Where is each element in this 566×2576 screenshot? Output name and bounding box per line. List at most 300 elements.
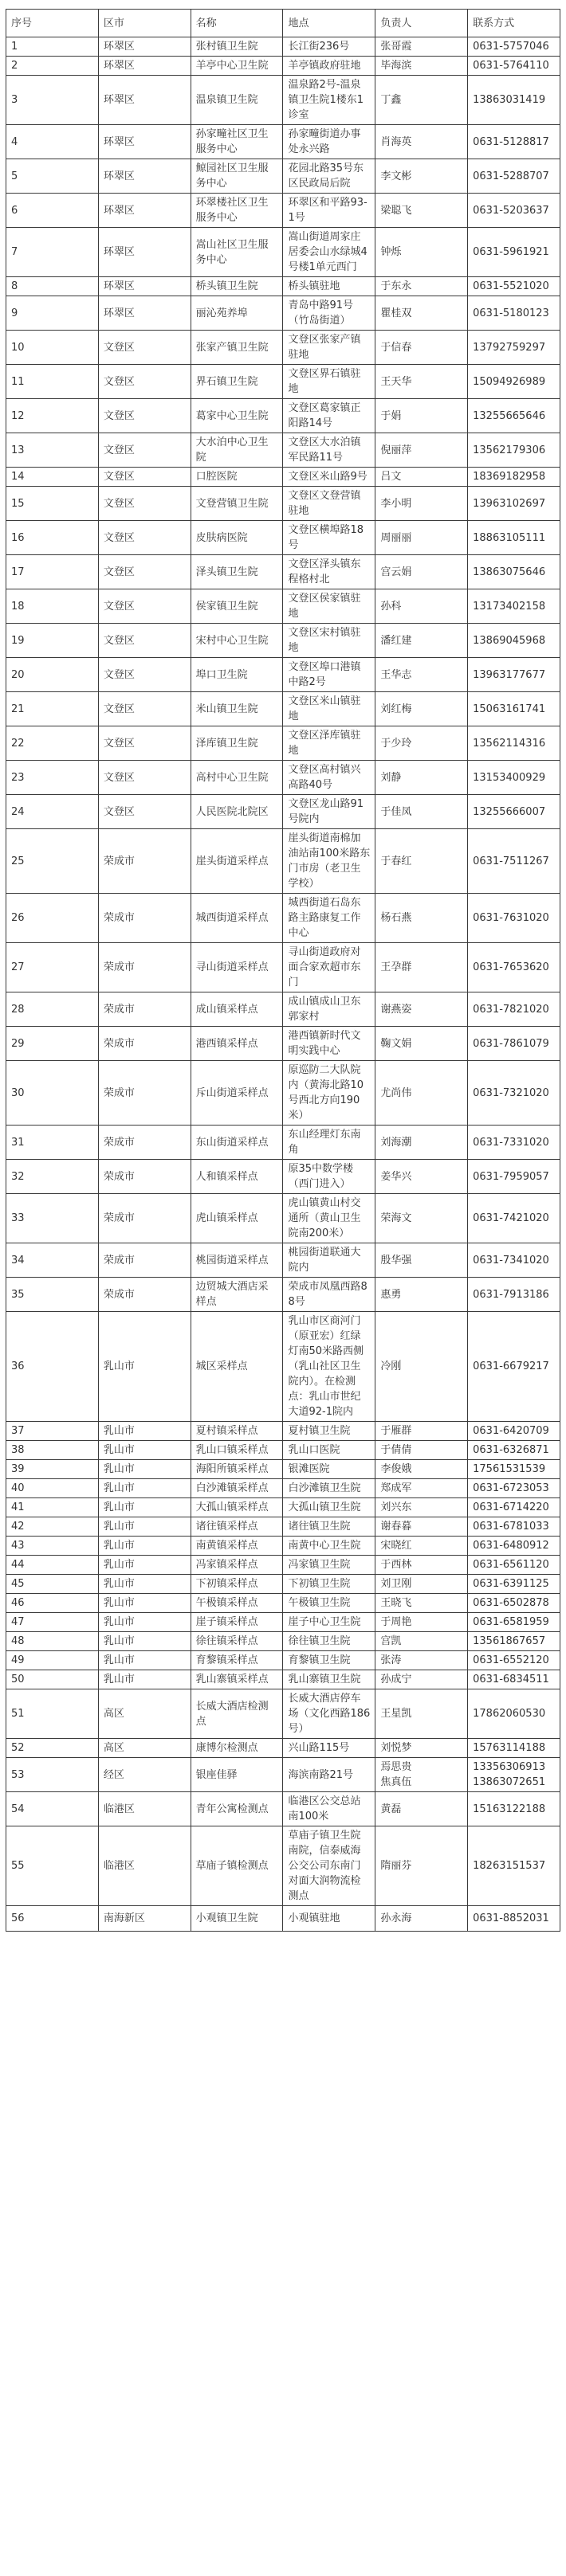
cell-person: 王星凯 <box>375 1689 468 1739</box>
cell-no: 6 <box>6 194 99 228</box>
cell-name: 崖头街道采样点 <box>191 829 283 894</box>
table-row <box>6 1792 560 1826</box>
cell-name: 小观镇卫生院 <box>191 1906 283 1932</box>
cell-person: 李俊娥 <box>375 1460 468 1479</box>
cell-person: 郑成军 <box>375 1479 468 1498</box>
cell-phone: 0631-7913186 <box>468 1278 560 1312</box>
cell-addr: 临港区公交总站南100米 <box>283 1792 375 1826</box>
cell-phone: 13963177677 <box>468 658 560 692</box>
cell-name: 午极镇采样点 <box>191 1594 283 1613</box>
cell-name: 人民医院北院区 <box>191 795 283 829</box>
cell-name: 青年公寓检测点 <box>191 1792 283 1826</box>
cell-name: 乳山口镇采样点 <box>191 1441 283 1460</box>
cell-no: 31 <box>6 1126 99 1160</box>
cell-name: 冯家镇采样点 <box>191 1556 283 1575</box>
cell-name: 鲸园社区卫生服务中心 <box>191 159 283 194</box>
cell-phone: 0631-6679217 <box>468 1312 560 1422</box>
cell-no: 24 <box>6 795 99 829</box>
cell-no: 49 <box>6 1651 99 1670</box>
cell-city: 乳山市 <box>98 1460 191 1479</box>
cell-addr: 文登区米山镇驻地 <box>283 692 375 726</box>
cell-phone: 0631-7821020 <box>468 992 560 1027</box>
cell-addr: 乳山口医院 <box>283 1441 375 1460</box>
cell-name: 东山街道采样点 <box>191 1126 283 1160</box>
cell-phone: 0631-5521020 <box>468 277 560 296</box>
cell-no: 52 <box>6 1739 99 1758</box>
cell-no: 20 <box>6 658 99 692</box>
cell-person: 杨石燕 <box>375 894 468 943</box>
cell-person: 孙成宁 <box>375 1670 468 1689</box>
cell-person: 于春红 <box>375 829 468 894</box>
cell-no: 36 <box>6 1312 99 1422</box>
cell-addr: 文登区文登营镇驻地 <box>283 487 375 521</box>
cell-phone: 17862060530 <box>468 1689 560 1739</box>
cell-name: 崖子镇采样点 <box>191 1613 283 1632</box>
table-row <box>6 1479 560 1498</box>
table-row <box>6 1689 560 1739</box>
cell-person: 王天华 <box>375 365 468 399</box>
cell-name: 虎山镇采样点 <box>191 1194 283 1243</box>
cell-person: 孙永海 <box>375 1906 468 1932</box>
cell-person: 冷刚 <box>375 1312 468 1422</box>
cell-city: 荣成市 <box>98 1278 191 1312</box>
cell-addr: 白沙滩镇卫生院 <box>283 1479 375 1498</box>
cell-phone: 0631-6714220 <box>468 1498 560 1517</box>
header-person: 负责人 <box>375 10 468 37</box>
cell-person: 钟烁 <box>375 228 468 277</box>
header-address: 地点 <box>283 10 375 37</box>
cell-phone: 0631-7341020 <box>468 1243 560 1278</box>
table-row <box>6 37 560 57</box>
table-row <box>6 1061 560 1126</box>
cell-city: 高区 <box>98 1739 191 1758</box>
cell-no: 16 <box>6 521 99 555</box>
cell-addr: 崖头街道南棉加油站南100米路东门市房（老卫生学校） <box>283 829 375 894</box>
cell-addr: 文登区龙山路91号院内 <box>283 795 375 829</box>
cell-phone: 0631-5757046 <box>468 37 560 57</box>
table-row <box>6 1498 560 1517</box>
cell-person: 吕文 <box>375 468 468 487</box>
header-city: 区市 <box>98 10 191 37</box>
cell-name: 桃园街道采样点 <box>191 1243 283 1278</box>
cell-no: 35 <box>6 1278 99 1312</box>
cell-name: 泽库镇卫生院 <box>191 726 283 761</box>
cell-city: 文登区 <box>98 795 191 829</box>
cell-no: 44 <box>6 1556 99 1575</box>
cell-phone-line: 13356306913 <box>473 1761 546 1773</box>
cell-addr: 文登区大水泊镇军民路11号 <box>283 433 375 468</box>
cell-no: 19 <box>6 624 99 658</box>
cell-phone: 13561867657 <box>468 1632 560 1651</box>
cell-city: 荣成市 <box>98 1126 191 1160</box>
table-row <box>6 487 560 521</box>
cell-person: 谢燕姿 <box>375 992 468 1027</box>
cell-city: 荣成市 <box>98 1061 191 1126</box>
table-row <box>6 399 560 433</box>
cell-addr: 海滨南路21号 <box>283 1758 375 1792</box>
cell-no: 42 <box>6 1517 99 1537</box>
cell-phone: 13255666007 <box>468 795 560 829</box>
cell-city: 荣成市 <box>98 1194 191 1243</box>
cell-person: 刘海潮 <box>375 1126 468 1160</box>
cell-addr: 原35中数学楼（西门进入） <box>283 1160 375 1194</box>
cell-name: 边贸城大酒店采样点 <box>191 1278 283 1312</box>
cell-name: 环翠楼社区卫生服务中心 <box>191 194 283 228</box>
table-row <box>6 1758 560 1792</box>
cell-no: 7 <box>6 228 99 277</box>
cell-person: 孙科 <box>375 589 468 624</box>
cell-person: 黄磊 <box>375 1792 468 1826</box>
table-row <box>6 1160 560 1194</box>
cell-no: 4 <box>6 125 99 159</box>
cell-addr: 文登区泽库镇驻地 <box>283 726 375 761</box>
cell-person: 谢春暮 <box>375 1517 468 1537</box>
cell-phone: 13863031419 <box>468 76 560 125</box>
cell-city: 荣成市 <box>98 829 191 894</box>
cell-person: 瞿桂双 <box>375 296 468 331</box>
table-row <box>6 624 560 658</box>
cell-phone: 0631-6480912 <box>468 1537 560 1556</box>
cell-name: 徐往镇采样点 <box>191 1632 283 1651</box>
cell-city: 荣成市 <box>98 943 191 992</box>
cell-addr: 桥头镇驻地 <box>283 277 375 296</box>
cell-no: 22 <box>6 726 99 761</box>
cell-phone: 0631-7421020 <box>468 1194 560 1243</box>
cell-no: 47 <box>6 1613 99 1632</box>
cell-name: 界石镇卫生院 <box>191 365 283 399</box>
table-row <box>6 1194 560 1243</box>
table-row <box>6 1517 560 1537</box>
cell-addr: 寻山街道政府对面合家欢超市东门 <box>283 943 375 992</box>
cell-no: 3 <box>6 76 99 125</box>
table-row <box>6 1670 560 1689</box>
cell-name: 斥山街道采样点 <box>191 1061 283 1126</box>
cell-addr: 荣成市凤凰西路88号 <box>283 1278 375 1312</box>
cell-city: 环翠区 <box>98 296 191 331</box>
cell-addr: 冯家镇卫生院 <box>283 1556 375 1575</box>
cell-phone: 13562114316 <box>468 726 560 761</box>
cell-name: 高村中心卫生院 <box>191 761 283 795</box>
cell-person: 刘红梅 <box>375 692 468 726</box>
cell-name: 港西镇采样点 <box>191 1027 283 1061</box>
cell-name: 草庙子镇检测点 <box>191 1826 283 1906</box>
cell-city: 乳山市 <box>98 1479 191 1498</box>
cell-phone: 0631-7321020 <box>468 1061 560 1126</box>
cell-person: 李文彬 <box>375 159 468 194</box>
cell-city: 乳山市 <box>98 1556 191 1575</box>
table-row <box>6 1126 560 1160</box>
cell-no: 54 <box>6 1792 99 1826</box>
cell-addr: 花园北路35号东区民政局后院 <box>283 159 375 194</box>
table-row <box>6 1312 560 1422</box>
cell-phone: 0631-6552120 <box>468 1651 560 1670</box>
cell-city: 乳山市 <box>98 1498 191 1517</box>
table-row <box>6 692 560 726</box>
cell-addr: 文登区张家产镇驻地 <box>283 331 375 365</box>
cell-phone: 0631-5180123 <box>468 296 560 331</box>
cell-person: 惠勇 <box>375 1278 468 1312</box>
table-row <box>6 589 560 624</box>
cell-addr: 长威大酒店停车场（文化西路186号） <box>283 1689 375 1739</box>
table-row <box>6 1594 560 1613</box>
testing-sites-table-container <box>6 9 560 1932</box>
cell-phone: 15763114188 <box>468 1739 560 1758</box>
cell-city: 文登区 <box>98 331 191 365</box>
cell-name: 羊亭中心卫生院 <box>191 57 283 76</box>
cell-name: 夏村镇采样点 <box>191 1422 283 1441</box>
cell-person: 于倩倩 <box>375 1441 468 1460</box>
cell-addr: 青岛中路91号（竹岛街道） <box>283 296 375 331</box>
cell-person: 刘静 <box>375 761 468 795</box>
cell-name: 城区采样点 <box>191 1312 283 1422</box>
table-row <box>6 277 560 296</box>
cell-name: 桥头镇卫生院 <box>191 277 283 296</box>
cell-no: 32 <box>6 1160 99 1194</box>
table-row <box>6 365 560 399</box>
cell-phone: 15063161741 <box>468 692 560 726</box>
cell-person: 倪丽萍 <box>375 433 468 468</box>
cell-person: 丁鑫 <box>375 76 468 125</box>
cell-city: 南海新区 <box>98 1906 191 1932</box>
cell-phone: 0631-5128817 <box>468 125 560 159</box>
cell-phone: 0631-8852031 <box>468 1906 560 1932</box>
cell-city: 乳山市 <box>98 1594 191 1613</box>
cell-addr: 乳山寨镇卫生院 <box>283 1670 375 1689</box>
cell-no: 17 <box>6 555 99 589</box>
cell-addr: 乳山市区商河门（原亚宏）红绿灯南50米路西侧（乳山社区卫生院内）。在检测点：乳山市世纪大道92-1院内 <box>283 1312 375 1422</box>
cell-name: 下初镇采样点 <box>191 1575 283 1594</box>
cell-city: 荣成市 <box>98 1160 191 1194</box>
table-row <box>6 194 560 228</box>
cell-phone: 0631-6723053 <box>468 1479 560 1498</box>
table-row <box>6 894 560 943</box>
table-row <box>6 1826 560 1906</box>
cell-person-line: 焉思贵 <box>380 1761 412 1773</box>
cell-city: 环翠区 <box>98 228 191 277</box>
table-row <box>6 992 560 1027</box>
cell-person: 尤尚伟 <box>375 1061 468 1126</box>
cell-addr: 午极镇卫生院 <box>283 1594 375 1613</box>
cell-no: 15 <box>6 487 99 521</box>
cell-person: 宫凯 <box>375 1632 468 1651</box>
table-row <box>6 1027 560 1061</box>
table-row <box>6 1441 560 1460</box>
cell-city: 荣成市 <box>98 1243 191 1278</box>
cell-person <box>375 1758 468 1792</box>
cell-person: 潘红建 <box>375 624 468 658</box>
cell-no: 27 <box>6 943 99 992</box>
cell-phone: 18263151537 <box>468 1826 560 1906</box>
cell-city: 环翠区 <box>98 76 191 125</box>
cell-phone: 18369182958 <box>468 468 560 487</box>
cell-city: 文登区 <box>98 433 191 468</box>
cell-no: 12 <box>6 399 99 433</box>
cell-no: 2 <box>6 57 99 76</box>
cell-city: 文登区 <box>98 521 191 555</box>
cell-phone: 13869045968 <box>468 624 560 658</box>
cell-addr: 成山镇成山卫东郭家村 <box>283 992 375 1027</box>
cell-no: 14 <box>6 468 99 487</box>
cell-person: 鞠文娟 <box>375 1027 468 1061</box>
cell-phone: 0631-6391125 <box>468 1575 560 1594</box>
cell-addr: 桃园街道联通大院内 <box>283 1243 375 1278</box>
cell-addr: 虎山镇黄山村交通所（黄山卫生院南200米） <box>283 1194 375 1243</box>
cell-no: 38 <box>6 1441 99 1460</box>
cell-city: 文登区 <box>98 365 191 399</box>
cell-addr: 草庙子镇卫生院南院，信泰威海公交公司东南门对面大润物流检测点 <box>283 1826 375 1906</box>
table-row <box>6 468 560 487</box>
cell-addr: 文登区侯家镇驻地 <box>283 589 375 624</box>
cell-phone: 13562179306 <box>468 433 560 468</box>
cell-city: 文登区 <box>98 726 191 761</box>
cell-phone: 0631-6502878 <box>468 1594 560 1613</box>
cell-phone-line: 13863072651 <box>473 1776 546 1788</box>
cell-phone: 0631-7959057 <box>468 1160 560 1194</box>
cell-phone: 0631-5961921 <box>468 228 560 277</box>
cell-addr: 原巡防二大队院内（黄海北路10号西北方向190米） <box>283 1061 375 1126</box>
cell-phone: 0631-5203637 <box>468 194 560 228</box>
cell-name: 南黄镇采样点 <box>191 1537 283 1556</box>
cell-phone: 13963102697 <box>468 487 560 521</box>
table-row <box>6 228 560 277</box>
cell-addr: 文登区泽头镇东程格村北 <box>283 555 375 589</box>
cell-no: 50 <box>6 1670 99 1689</box>
cell-person-line: 焦真伍 <box>380 1776 412 1788</box>
table-row <box>6 57 560 76</box>
cell-name: 寻山街道采样点 <box>191 943 283 992</box>
cell-no: 51 <box>6 1689 99 1739</box>
table-row <box>6 943 560 992</box>
cell-name: 康博尔检测点 <box>191 1739 283 1758</box>
testing-sites-table <box>6 9 560 1932</box>
cell-city: 文登区 <box>98 399 191 433</box>
cell-name: 银座佳驿 <box>191 1758 283 1792</box>
cell-name: 城西街道采样点 <box>191 894 283 943</box>
cell-name: 乳山寨镇采样点 <box>191 1670 283 1689</box>
cell-name: 葛家中心卫生院 <box>191 399 283 433</box>
header-name: 名称 <box>191 10 283 37</box>
cell-no: 28 <box>6 992 99 1027</box>
cell-name: 口腔医院 <box>191 468 283 487</box>
cell-phone: 0631-7331020 <box>468 1126 560 1160</box>
table-row <box>6 829 560 894</box>
cell-no: 48 <box>6 1632 99 1651</box>
cell-no: 55 <box>6 1826 99 1906</box>
table-row <box>6 1278 560 1312</box>
cell-person: 于佳凤 <box>375 795 468 829</box>
cell-addr: 银滩医院 <box>283 1460 375 1479</box>
cell-phone: 13792759297 <box>468 331 560 365</box>
cell-addr: 兴山路115号 <box>283 1739 375 1758</box>
cell-person: 于少玲 <box>375 726 468 761</box>
table-row <box>6 795 560 829</box>
cell-phone: 17561531539 <box>468 1460 560 1479</box>
cell-no: 10 <box>6 331 99 365</box>
cell-person: 于西林 <box>375 1556 468 1575</box>
cell-addr: 东山经理灯东南角 <box>283 1126 375 1160</box>
cell-name: 育黎镇采样点 <box>191 1651 283 1670</box>
cell-phone: 0631-6781033 <box>468 1517 560 1537</box>
cell-phone: 15094926989 <box>468 365 560 399</box>
cell-name: 张村镇卫生院 <box>191 37 283 57</box>
cell-city: 文登区 <box>98 555 191 589</box>
cell-city: 乳山市 <box>98 1613 191 1632</box>
cell-person: 宫云娟 <box>375 555 468 589</box>
cell-addr: 长江街236号 <box>283 37 375 57</box>
cell-person: 王晓飞 <box>375 1594 468 1613</box>
cell-addr: 城西街道石岛东路主路康复工作中心 <box>283 894 375 943</box>
table-row <box>6 159 560 194</box>
cell-person: 于周艳 <box>375 1613 468 1632</box>
cell-no: 23 <box>6 761 99 795</box>
table-row <box>6 761 560 795</box>
cell-name: 长威大酒店检测点 <box>191 1689 283 1739</box>
cell-phone: 0631-6581959 <box>468 1613 560 1632</box>
cell-addr: 文登区埠口港镇中路2号 <box>283 658 375 692</box>
table-row <box>6 521 560 555</box>
cell-no: 43 <box>6 1537 99 1556</box>
cell-phone: 13173402158 <box>468 589 560 624</box>
cell-person: 于娟 <box>375 399 468 433</box>
cell-addr: 夏村镇卫生院 <box>283 1422 375 1441</box>
cell-city: 文登区 <box>98 589 191 624</box>
table-row <box>6 1537 560 1556</box>
cell-person: 宋晓红 <box>375 1537 468 1556</box>
cell-phone: 15163122188 <box>468 1792 560 1826</box>
cell-person: 殷华强 <box>375 1243 468 1278</box>
cell-phone: 13863075646 <box>468 555 560 589</box>
cell-no: 34 <box>6 1243 99 1278</box>
cell-person: 张哥霞 <box>375 37 468 57</box>
cell-person: 王孕群 <box>375 943 468 992</box>
cell-city: 环翠区 <box>98 194 191 228</box>
cell-city: 乳山市 <box>98 1537 191 1556</box>
cell-person: 姜华兴 <box>375 1160 468 1194</box>
cell-name: 米山镇卫生院 <box>191 692 283 726</box>
cell-name: 侯家镇卫生院 <box>191 589 283 624</box>
cell-addr: 诸往镇卫生院 <box>283 1517 375 1537</box>
cell-addr: 嵩山街道周家庄居委会山水绿城4号楼1单元西门 <box>283 228 375 277</box>
cell-phone: 0631-6420709 <box>468 1422 560 1441</box>
cell-addr: 环翠区和平路93-1号 <box>283 194 375 228</box>
cell-city: 高区 <box>98 1689 191 1739</box>
cell-city: 荣成市 <box>98 992 191 1027</box>
cell-no: 21 <box>6 692 99 726</box>
cell-no: 40 <box>6 1479 99 1498</box>
cell-no: 26 <box>6 894 99 943</box>
cell-city: 乳山市 <box>98 1632 191 1651</box>
cell-city: 文登区 <box>98 468 191 487</box>
table-row <box>6 726 560 761</box>
cell-city: 环翠区 <box>98 159 191 194</box>
cell-addr: 文登区葛家镇正阳路14号 <box>283 399 375 433</box>
table-row <box>6 1632 560 1651</box>
cell-phone: 0631-5764110 <box>468 57 560 76</box>
cell-name: 嵩山社区卫生服务中心 <box>191 228 283 277</box>
header-phone: 联系方式 <box>468 10 560 37</box>
table-header-row <box>6 10 560 37</box>
cell-name: 埠口卫生院 <box>191 658 283 692</box>
cell-name: 白沙滩镇采样点 <box>191 1479 283 1498</box>
cell-no: 30 <box>6 1061 99 1126</box>
cell-phone: 0631-6326871 <box>468 1441 560 1460</box>
cell-phone: 13255665646 <box>468 399 560 433</box>
cell-addr: 文登区米山路9号 <box>283 468 375 487</box>
cell-person: 梁聪飞 <box>375 194 468 228</box>
cell-no: 13 <box>6 433 99 468</box>
cell-addr: 文登区高村镇兴高路40号 <box>283 761 375 795</box>
cell-phone: 0631-7861079 <box>468 1027 560 1061</box>
